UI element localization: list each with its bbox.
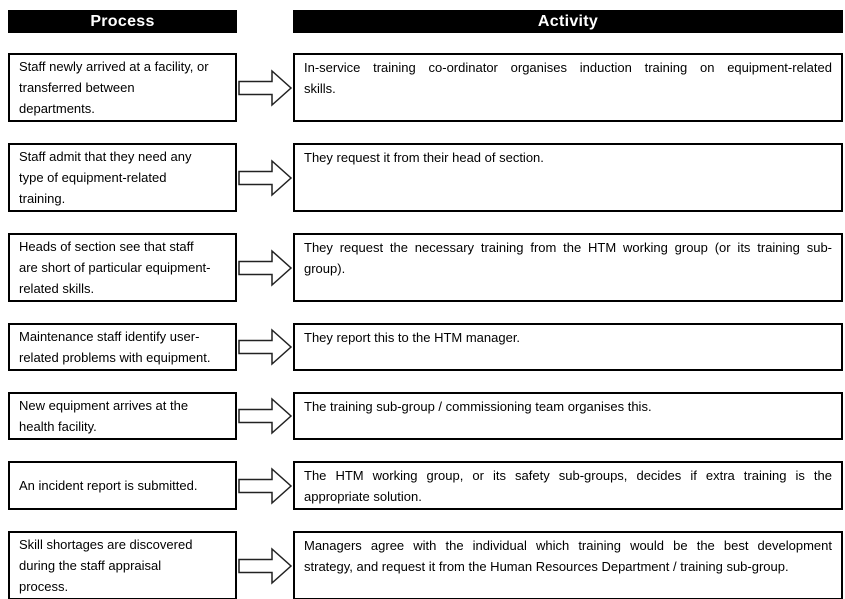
table-row <box>8 531 843 599</box>
text-line: strategy, and request it from the Human Resources Department / training sub-group. <box>304 559 789 574</box>
text-line: training. <box>19 191 66 206</box>
right-block-arrow-icon <box>238 159 293 197</box>
text-line: Skill shortages are discovered <box>19 537 193 552</box>
header-gap <box>237 10 293 33</box>
right-block-arrow-icon <box>238 249 293 287</box>
text-line: They request the necessary training from the HTM working group (or its training sub- <box>304 240 832 255</box>
activity-box <box>293 392 843 440</box>
right-block-arrow-icon <box>238 547 293 585</box>
right-block-arrow-icon <box>238 328 293 366</box>
arrow-cell <box>237 143 293 212</box>
activity-box <box>293 233 843 302</box>
table-row <box>8 53 843 122</box>
text-line: The HTM working group, or its safety sub-groups, decides if extra training is the <box>304 468 832 483</box>
table-row <box>8 143 843 212</box>
text-line: related skills. <box>19 281 95 296</box>
text-line: process. <box>19 579 69 594</box>
text-line: Heads of section see that staff <box>19 239 194 254</box>
text-line: group). <box>304 261 346 276</box>
arrow-cell <box>237 392 293 440</box>
text-line: They report this to the HTM manager. <box>304 330 521 345</box>
text-line: departments. <box>19 101 95 116</box>
text-line: during the staff appraisal <box>19 558 162 573</box>
right-block-arrow-icon <box>238 397 293 435</box>
text-line: The training sub-group / commissioning team organises this. <box>304 399 652 414</box>
arrow-cell <box>237 53 293 122</box>
process-box <box>8 323 237 371</box>
table-row <box>8 461 843 510</box>
arrow-cell <box>237 323 293 371</box>
process-box <box>8 461 237 510</box>
process-box <box>8 53 237 122</box>
table-row <box>8 392 843 440</box>
table-row <box>8 323 843 371</box>
table-header <box>8 10 843 33</box>
text-line: They request it from their head of section. <box>304 150 544 165</box>
activity-box <box>293 531 843 599</box>
activity-column-header: Activity <box>293 10 843 33</box>
process-box <box>8 143 237 212</box>
table-row <box>8 233 843 302</box>
text-line: Managers agree with the individual which training would be the best development <box>304 538 832 553</box>
process-box <box>8 233 237 302</box>
text-line: transferred between <box>19 80 135 95</box>
text-line: Staff admit that they need any <box>19 149 192 164</box>
text-line: skills. <box>304 81 336 96</box>
text-line: are short of particular equipment- <box>19 260 211 275</box>
activity-box <box>293 323 843 371</box>
text-line: Maintenance staff identify user- <box>19 329 200 344</box>
activity-box <box>293 143 843 212</box>
arrow-cell <box>237 461 293 510</box>
text-line: related problems with equipment. <box>19 350 211 365</box>
activity-box <box>293 461 843 510</box>
arrow-cell <box>237 233 293 302</box>
text-line: Staff newly arrived at a facility, or <box>19 59 209 74</box>
right-block-arrow-icon <box>238 467 293 505</box>
arrow-cell <box>237 531 293 599</box>
text-line: health facility. <box>19 419 97 434</box>
right-block-arrow-icon <box>238 69 293 107</box>
text-line: In-service training co-ordinator organises induction training on equipment-related <box>304 60 832 75</box>
activity-box <box>293 53 843 122</box>
text-line: type of equipment-related <box>19 170 167 185</box>
process-box <box>8 531 237 599</box>
text-line: An incident report is submitted. <box>19 478 198 493</box>
text-line: New equipment arrives at the <box>19 398 189 413</box>
process-box <box>8 392 237 440</box>
text-line: appropriate solution. <box>304 489 422 504</box>
table-rows <box>8 53 843 599</box>
process-column-header: Process <box>8 10 237 33</box>
